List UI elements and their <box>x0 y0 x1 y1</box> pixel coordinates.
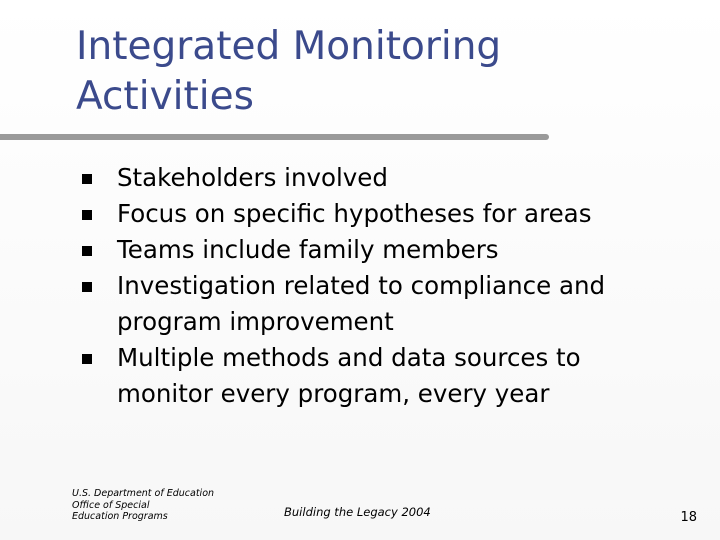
title-underline <box>0 134 549 140</box>
bullet-text: Investigation related to compliance and <box>117 271 606 300</box>
bullet-text: Focus on specific hypotheses for areas <box>117 199 592 228</box>
bullet-text: Teams include family members <box>117 235 499 264</box>
square-bullet-icon <box>82 282 92 292</box>
square-bullet-icon <box>82 210 92 220</box>
bullet-item <box>76 268 706 340</box>
bullet-item <box>76 340 706 412</box>
square-bullet-icon <box>82 246 92 256</box>
bullet-list <box>76 160 706 412</box>
square-bullet-icon <box>82 354 92 364</box>
bullet-text: Stakeholders involved <box>117 163 388 192</box>
slide-number: 18 <box>680 510 697 525</box>
bullet-item <box>76 232 706 268</box>
bullet-text-continued: program improvement <box>117 307 394 336</box>
bullet-item <box>76 196 706 232</box>
bullet-text: Multiple methods and data sources to <box>117 343 581 372</box>
bullet-item <box>76 160 706 196</box>
footer-org-line-1: U.S. Department of Education <box>72 488 215 499</box>
slide-title-line-1: Integrated Monitoring <box>76 24 502 69</box>
bullet-text-continued: monitor every program, every year <box>117 379 550 408</box>
slide-title <box>76 22 696 122</box>
slide-title-line-2: Activities <box>76 74 254 119</box>
square-bullet-icon <box>82 174 92 184</box>
footer-center-text: Building the Legacy 2004 <box>284 505 431 519</box>
footer-org-line-3: Education Programs <box>72 511 168 522</box>
footer-organization <box>72 488 252 523</box>
footer-org-line-2: Office of Special <box>72 499 150 511</box>
